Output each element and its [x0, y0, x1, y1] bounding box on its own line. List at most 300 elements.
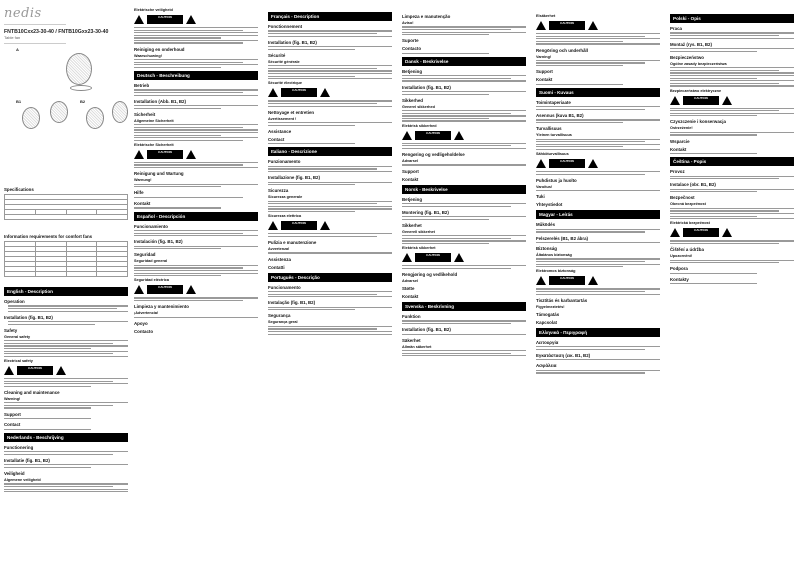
figure-label-b2: B2 — [80, 99, 86, 104]
warning-icon — [670, 228, 680, 237]
section-heading: Működés — [536, 222, 556, 228]
section-heading: Provoz — [670, 169, 685, 175]
section-subheading: Sécurité électrique — [268, 81, 302, 86]
warning-icon — [56, 366, 66, 375]
text-line — [134, 124, 258, 125]
text-line — [4, 340, 128, 341]
caution-label — [134, 150, 258, 159]
section-heading: Installazione (fig. B1, B2) — [268, 175, 320, 181]
warning-icon — [588, 159, 598, 168]
text-line — [402, 353, 511, 354]
specifications-title: Specifications — [4, 187, 34, 192]
text-line — [268, 184, 355, 185]
text-line — [268, 125, 355, 126]
text-line — [670, 189, 794, 190]
warning-icon — [268, 88, 278, 97]
warning-icon — [186, 150, 196, 159]
section-heading: Praca — [670, 26, 682, 31]
text-line — [134, 64, 258, 65]
text-line — [670, 70, 779, 71]
caution-box: CAUTION — [147, 285, 183, 294]
text-line — [134, 42, 243, 43]
text-line — [536, 38, 660, 39]
text-line — [134, 35, 258, 36]
column-6 — [670, 6, 794, 562]
section-subheading: Figyelmeztetés! — [536, 304, 565, 309]
text-line — [134, 40, 258, 41]
text-line — [4, 491, 128, 492]
text-line — [670, 176, 794, 177]
text-line — [402, 26, 526, 27]
text-line — [134, 167, 258, 168]
text-line — [4, 429, 91, 430]
text-line — [268, 296, 392, 297]
text-line — [402, 80, 526, 81]
text-line — [134, 27, 258, 28]
section-heading: Toimintaperiaate — [536, 99, 571, 105]
caution-box: CAUTION — [549, 159, 585, 168]
greek-banner: Ελληνικά - Περιγραφή — [536, 328, 660, 337]
caution-box: CAUTION — [549, 21, 585, 30]
section-heading: Podpora — [670, 266, 688, 272]
text-line — [4, 386, 91, 387]
text-line — [268, 166, 392, 167]
text-line — [268, 203, 377, 204]
section-subheading: Elektromos biztonság — [536, 269, 576, 274]
english-banner: English - Description — [4, 287, 128, 296]
section-heading: Asennus (kuva B1, B2) — [536, 112, 584, 118]
text-line — [536, 231, 645, 232]
section-heading: Rengjøring og vedlikehold — [402, 271, 458, 277]
section-heading: Contacto — [134, 328, 154, 334]
section-heading: Operation — [4, 299, 25, 304]
text-line — [402, 323, 511, 324]
caution-label — [670, 228, 794, 237]
text-line — [536, 349, 645, 350]
text-line — [134, 270, 258, 271]
fan-image-b2-grill — [86, 107, 104, 129]
section-heading: Biztonság — [536, 246, 557, 252]
text-line — [402, 120, 526, 121]
text-line — [268, 208, 392, 209]
text-line — [536, 370, 660, 371]
section-heading: Assistance — [268, 128, 292, 134]
text-line — [536, 122, 623, 123]
section-heading: Funcionamento — [268, 284, 301, 290]
section-heading: Support — [402, 168, 419, 174]
warning-icon — [320, 88, 330, 97]
text-line — [402, 53, 489, 54]
text-line — [4, 467, 91, 468]
section-subheading: Generel sikkerhed — [402, 104, 435, 109]
warning-icon — [4, 366, 14, 375]
column-5 — [536, 6, 660, 562]
section-subheading: Ostrzeżenie! — [670, 126, 693, 131]
text-line — [670, 153, 757, 154]
section-heading: Montaż (rys. B1, B2) — [670, 41, 712, 47]
section-subheading: Varning! — [536, 54, 552, 59]
caution-label — [402, 131, 526, 140]
comfort-fan-title: Information requirements for comfort fans — [4, 234, 93, 239]
text-line — [134, 248, 221, 249]
caution-label — [268, 221, 392, 230]
text-line — [536, 41, 623, 42]
section-heading: Betrieb — [134, 82, 150, 88]
section-heading: Funktion — [402, 313, 421, 319]
text-line — [268, 46, 392, 47]
section-heading: Pulizia e manutenzione — [268, 239, 317, 245]
section-subheading: General safety — [4, 334, 31, 339]
text-line — [402, 238, 511, 239]
text-line — [8, 321, 128, 322]
text-line — [268, 309, 355, 310]
text-line — [4, 353, 113, 354]
text-line — [536, 359, 660, 360]
section-subheading: Allgemeine Sicherheit — [134, 118, 174, 123]
text-line — [134, 230, 258, 231]
text-line — [536, 174, 645, 175]
text-line — [134, 267, 243, 268]
text-line — [134, 32, 258, 33]
section-heading: Installation (fig. B1, B2) — [268, 39, 317, 45]
german-banner: Deutsch - Beschreibung — [134, 71, 258, 80]
divider — [4, 24, 66, 25]
text-line — [4, 454, 113, 455]
text-line — [268, 73, 392, 74]
section-heading: Support — [536, 69, 553, 75]
text-line — [134, 92, 243, 93]
text-line — [268, 291, 392, 292]
czech-banner: Čeština - Popis — [670, 157, 794, 166]
text-line — [536, 65, 623, 66]
caution-box: CAUTION — [281, 221, 317, 230]
text-line — [134, 108, 221, 109]
fan-image-b1-body — [50, 101, 68, 123]
section-heading: Kontakt — [402, 176, 419, 182]
caution-label — [4, 366, 128, 375]
caution-box: CAUTION — [683, 96, 719, 105]
section-heading: Funzionamento — [268, 159, 301, 165]
text-line — [536, 264, 660, 265]
text-line — [402, 78, 511, 79]
text-line — [536, 149, 660, 150]
dutch-banner: Nederlands - Beschrijving — [4, 433, 128, 442]
caution-box: CAUTION — [147, 15, 183, 24]
hungarian-banner: Magyar - Leírás — [536, 210, 660, 219]
text-line — [134, 137, 258, 138]
text-line — [402, 235, 526, 236]
text-line — [670, 283, 757, 284]
section-subheading: Sicurezza generale — [268, 195, 303, 200]
text-line — [670, 273, 757, 274]
section-heading: Instalace (obr. B1, B2) — [670, 182, 716, 188]
section-subheading: Sécurité générale — [268, 59, 300, 64]
section-heading: Sikkerhed — [402, 97, 423, 103]
text-line — [402, 29, 511, 30]
text-line — [268, 182, 392, 183]
caution-box: CAUTION — [415, 253, 451, 262]
text-line — [536, 229, 660, 230]
section-heading: Sikkerhet — [402, 222, 422, 228]
text-line — [134, 140, 243, 141]
text-line — [536, 43, 660, 44]
text-line — [670, 108, 794, 109]
caution-box: CAUTION — [147, 150, 183, 159]
text-line — [402, 32, 526, 33]
text-line — [268, 122, 392, 123]
warning-icon — [536, 276, 546, 285]
text-line — [402, 75, 526, 76]
text-line — [134, 184, 258, 185]
text-line — [268, 70, 392, 71]
text-line — [268, 331, 392, 332]
text-line — [536, 291, 645, 292]
text-line — [134, 186, 221, 187]
text-line — [268, 33, 377, 34]
warning-icon — [402, 253, 412, 262]
portuguese-banner: Português - Descrição — [268, 273, 392, 282]
text-line — [402, 91, 526, 92]
text-line — [134, 275, 221, 276]
text-line — [536, 106, 660, 107]
text-line — [4, 381, 113, 382]
text-line — [402, 268, 511, 269]
warning-icon — [722, 96, 732, 105]
text-line — [134, 233, 243, 234]
section-subheading: Electrical safety — [4, 358, 33, 363]
text-line — [402, 350, 526, 351]
warning-icon — [134, 15, 144, 24]
text-line — [4, 405, 113, 406]
section-heading: Rengøring og vedligeholdelse — [402, 152, 465, 158]
section-subheading: Elektrische Sicherheit — [134, 142, 174, 147]
text-line — [134, 95, 258, 96]
section-heading: Funcionamiento — [134, 223, 168, 229]
text-line — [268, 252, 392, 253]
warning-icon — [454, 253, 464, 262]
text-line — [670, 132, 794, 133]
text-line — [536, 261, 645, 262]
section-heading: Limpieza y mantenimiento — [134, 304, 189, 310]
text-line — [536, 171, 660, 172]
section-heading: Czyszczenie i konserwacja — [670, 119, 726, 125]
text-line — [268, 326, 392, 327]
warning-icon — [186, 15, 196, 24]
section-heading: Suporte — [402, 38, 419, 44]
section-heading: Reiniging en onderhoud — [134, 46, 185, 52]
text-line — [536, 144, 660, 145]
section-heading: Tuki — [536, 194, 545, 200]
text-line — [402, 113, 511, 114]
section-heading: Λειτουργία — [536, 339, 559, 345]
text-line — [268, 168, 377, 169]
section-subheading: Advarsel — [402, 159, 419, 164]
swedish-banner: Svenska - Beskrivning — [402, 302, 526, 311]
section-heading: Contact — [4, 422, 21, 428]
section-heading: Kontakt — [134, 200, 151, 206]
text-line — [268, 236, 377, 237]
section-heading: Kontakty — [670, 276, 689, 282]
text-line — [670, 243, 779, 244]
text-line — [134, 127, 243, 128]
section-subheading: Ogólne zasady bezpieczeństwa — [670, 61, 727, 66]
text-line — [536, 62, 645, 63]
text-line — [268, 49, 355, 50]
text-line — [536, 119, 660, 120]
figures-area — [4, 47, 128, 147]
section-heading: Limpeza e manutenção — [402, 14, 451, 19]
text-line — [536, 258, 660, 259]
section-heading: Yhteystiedot — [536, 202, 563, 208]
text-line — [4, 356, 128, 357]
text-line — [670, 210, 779, 211]
comfort-fan-table — [4, 241, 128, 277]
text-line — [670, 178, 779, 179]
spanish-banner: Español - Descripción — [134, 212, 258, 221]
text-line — [670, 110, 779, 111]
section-subheading: Elektrisk sikkerhed — [402, 123, 437, 128]
warning-icon — [186, 285, 196, 294]
caution-box: CAUTION — [683, 228, 719, 237]
text-line — [8, 308, 117, 309]
section-heading: Safety — [4, 327, 18, 333]
section-heading: Installation (fig. B1, B2) — [402, 84, 451, 90]
section-heading: Tisztítás és karbantartás — [536, 297, 588, 303]
norwegian-banner: Norsk - Beskrivelse — [402, 185, 526, 194]
text-line — [670, 260, 794, 261]
section-heading: Støtte — [402, 285, 415, 291]
section-subheading: Elektrická bezpečnost — [670, 221, 710, 226]
specifications-table — [4, 194, 128, 220]
section-heading: Ασφάλεια — [536, 363, 557, 369]
section-heading: Sécurité — [268, 52, 286, 58]
section-heading: Installatie (fig. B1, B2) — [4, 457, 50, 463]
text-line — [402, 240, 526, 241]
text-line — [670, 134, 757, 135]
section-subheading: Advarsel — [402, 278, 419, 283]
warning-icon — [588, 21, 598, 30]
section-heading: Apoyo — [134, 320, 148, 326]
section-heading: Installation (fig. B1, B2) — [402, 327, 451, 333]
section-subheading: Sähköturvallisuus — [536, 152, 569, 157]
text-line — [536, 109, 645, 110]
text-line — [670, 208, 794, 209]
text-line — [134, 30, 243, 31]
text-line — [268, 334, 392, 335]
fan-image-b1-grill — [22, 107, 40, 129]
text-line — [670, 85, 794, 86]
text-line — [536, 60, 660, 61]
section-heading: Veiligheid — [4, 471, 25, 477]
text-line — [134, 37, 221, 38]
warning-icon — [320, 221, 330, 230]
text-line — [670, 67, 794, 68]
section-subheading: Algemene veiligheid — [4, 478, 41, 483]
section-heading: Contatti — [268, 264, 285, 270]
text-line — [670, 48, 794, 49]
text-line — [268, 65, 392, 66]
text-line — [402, 94, 489, 95]
text-line — [402, 219, 489, 220]
section-subheading: Avvertenza! — [268, 246, 290, 251]
warning-icon — [402, 131, 412, 140]
warning-icon — [536, 21, 546, 30]
text-line — [670, 51, 757, 52]
text-line — [670, 32, 794, 33]
text-line — [134, 59, 258, 60]
section-heading: Kontakt — [670, 146, 687, 152]
text-line — [670, 216, 757, 217]
section-heading: Assistenza — [268, 256, 291, 262]
polish-banner: Polski - Opis — [670, 14, 794, 23]
section-heading: Instalación (fig. B1, B2) — [134, 239, 183, 245]
text-line — [268, 76, 355, 77]
text-line — [536, 266, 623, 267]
section-subheading: ¡Advertencia! — [134, 311, 159, 316]
figure-label-a: A — [16, 47, 19, 52]
brand-logo: nedis — [4, 6, 42, 21]
danish-banner: Dansk - Beskrivelse — [402, 57, 526, 66]
text-line — [402, 110, 526, 111]
text-line — [134, 273, 258, 274]
text-line — [536, 146, 623, 147]
text-line — [134, 162, 258, 163]
text-line — [268, 328, 377, 329]
section-heading: Säkerhet — [402, 337, 421, 343]
text-line — [536, 288, 660, 289]
text-line — [268, 103, 377, 104]
text-line — [4, 464, 128, 465]
text-line — [134, 129, 258, 130]
column-4 — [402, 6, 526, 562]
text-line — [402, 206, 511, 207]
text-line — [134, 197, 243, 198]
warning-icon — [588, 276, 598, 285]
text-line — [4, 383, 128, 384]
caution-label — [134, 285, 258, 294]
text-line — [402, 216, 526, 217]
text-line — [670, 35, 779, 36]
text-line — [536, 141, 645, 142]
section-heading: Rengöring och underhåll — [536, 47, 588, 53]
text-line — [402, 34, 489, 35]
finnish-banner: Suomi - Kuvaus — [536, 88, 660, 97]
section-heading: Installation (Abb. B1, B2) — [134, 98, 186, 104]
section-heading: Contacto — [402, 46, 422, 52]
section-heading: Reinigung und Wartung — [134, 171, 184, 177]
text-line — [536, 190, 660, 191]
warning-icon — [722, 228, 732, 237]
text-line — [670, 83, 779, 84]
text-line — [402, 145, 511, 146]
section-heading: Εγκατάσταση (εικ. B1, B2) — [536, 352, 591, 358]
text-line — [268, 206, 392, 207]
section-subheading: Aviso! — [402, 21, 414, 25]
section-subheading: Seguridad eléctrica — [134, 278, 170, 283]
section-subheading: Elektrische veiligheid — [134, 8, 173, 12]
text-line — [4, 345, 128, 346]
text-line — [4, 486, 113, 487]
text-line — [536, 372, 645, 373]
section-heading: Bezpieczeństwo — [670, 54, 704, 60]
section-subheading: Elsäkerhet — [536, 14, 556, 18]
text-line — [134, 235, 258, 236]
caution-label — [536, 276, 660, 285]
section-heading: Segurança — [268, 313, 291, 319]
warning-icon — [268, 221, 278, 230]
text-line — [402, 148, 526, 149]
text-line — [4, 351, 128, 352]
